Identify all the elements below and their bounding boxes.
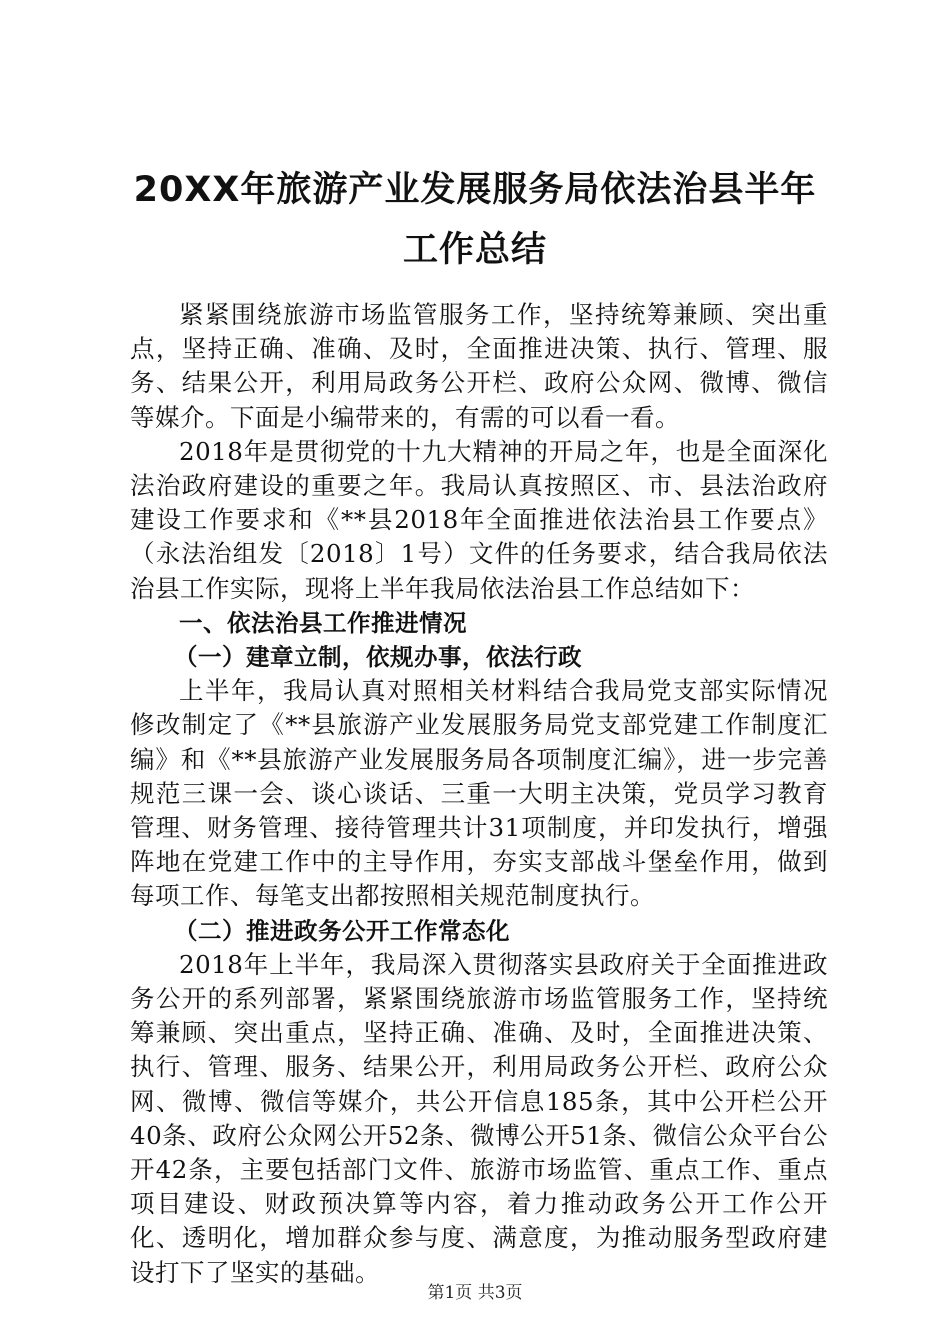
subsection-paragraph-1: 上半年，我局认真对照相关材料结合我局党支部实际情况修改制定了《**县旅游产业发展服务局党支部党建工作制度汇编》和《**县旅游产业发展服务局各项制度汇编》，进一步完善规范三课一会、谈心谈话、三重一大明主决策，党员学习教育管理、财务管理、接待管理共计31项制度，并印发执行，增强阵地在党建工作中的主导作用，夯实支部战斗堡垒作用，做到每项工作、每笔支出都按照相关规范制度执行。 (130, 676, 828, 911)
subsection-heading-1: （一）建章立制，依规办事，依法行政 (174, 643, 582, 672)
subsection-paragraph-2: 2018年上半年，我局深入贯彻落实县政府关于全面推进政务公开的系列部署，紧紧围绕旅游市场监管服务工作，坚持统筹兼顾、突出重点，坚持正确、准确、及时，全面推进决策、执行、管理、服务、结果公开，利用局政务公开栏、政府公众网、微博、微信等媒介，共公开信息185条，其中公开栏公开40条、政府公众网公开52条、微博公开51条、微信公众平台公开42条，主要包括部门文件、旅游市场监管、重点工作、重点项目建设、财政预决算等内容，着力推动政务公开工作公开化、透明化，增加群众参与度、满意度，为推动服务型政府建设打下了坚实的基础。 (130, 949, 828, 1287)
document-title: 20XX年旅游产业发展服务局依法治县半年工作总结 (133, 170, 817, 270)
document-body (130, 298, 828, 1290)
subsection-heading-2: （二）推进政务公开工作常态化 (174, 916, 510, 945)
page-number-footer: 第1页 共3页 (427, 1283, 523, 1303)
section-heading: 一、依法治县工作推进情况 (179, 608, 467, 637)
intro-paragraph: 紧紧围绕旅游市场监管服务工作，坚持统筹兼顾、突出重点，坚持正确、准确、及时，全面推进决策、执行、管理、服务、结果公开，利用局政务公开栏、政府公众网、微博、微信等媒介。下面是小编带来的，有需的可以看一看。 (130, 300, 828, 432)
background-paragraph: 2018年是贯彻党的十九大精神的开局之年，也是全面深化法治政府建设的重要之年。我局认真按照区、市、县法治政府建设工作要求和《**县2018年全面推进依法治县工作要点》（永法治组发〔2018〕1号）文件的任务要求，结合我局依法治县工作实际，现将上半年我局依法治县工作总结如下： (130, 436, 828, 603)
